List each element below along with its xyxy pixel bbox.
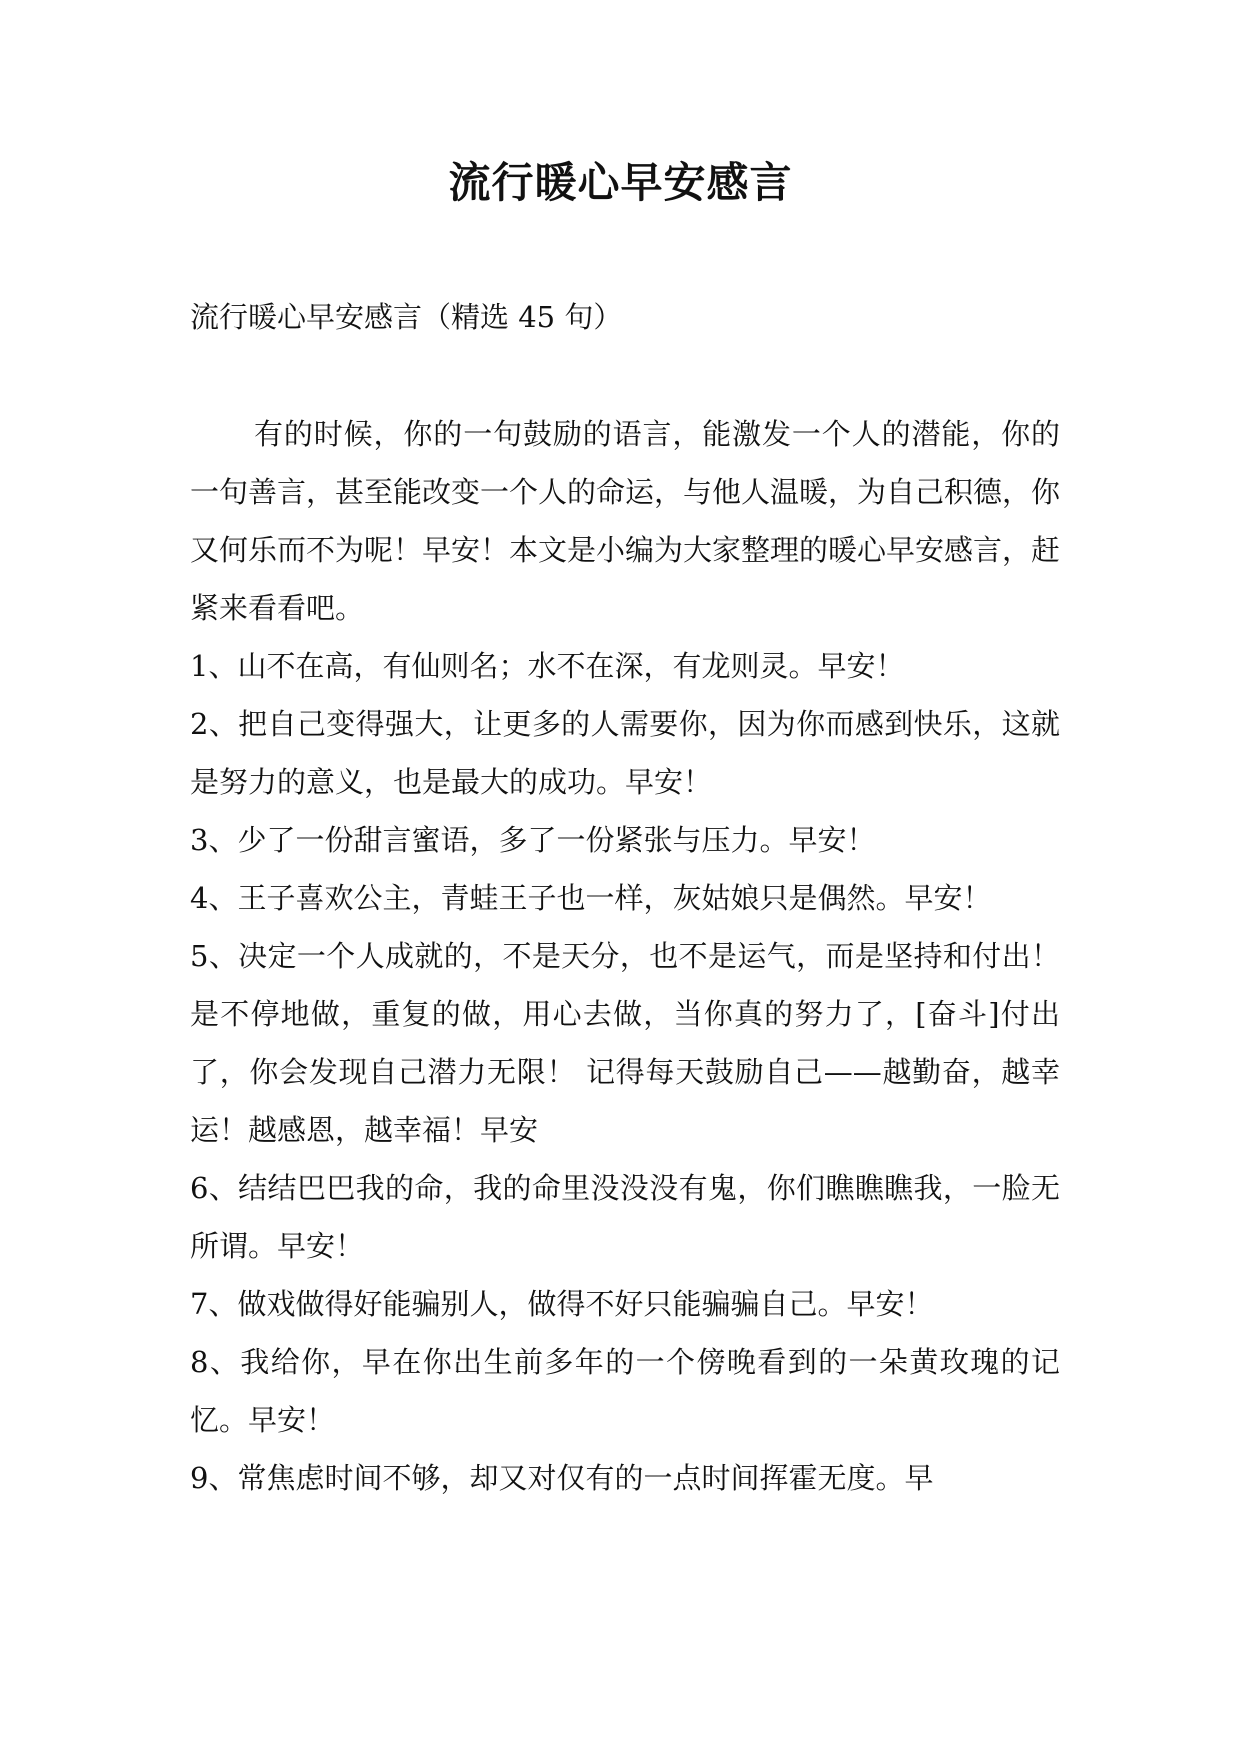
list-item: 3、少了一份甜言蜜语，多了一份紧张与压力。早安！ <box>190 823 876 857</box>
list-item: 9、常焦虑时间不够，却又对仅有的一点时间挥霍无度。早 <box>190 1461 934 1495</box>
intro-paragraph: 有的时候，你的一句鼓励的语言，能激发一个人的潜能，你的一句善言，甚至能改变一个人的命运，与他人温暖，为自己积德，你又何乐而不为呢！早安！本文是小编为大家整理的暖心早安感言，赶紧来看看吧。 <box>190 417 1061 625</box>
list-item: 2、把自己变得强大，让更多的人需要你，因为你而感到快乐，这就是努力的意义，也是最大的成功。早安！ <box>190 707 1060 799</box>
list-item: 8、我给你，早在你出生前多年的一个傍晚看到的一朵黄玫瑰的记忆。早安！ <box>190 1345 1060 1437</box>
list-item: 4、王子喜欢公主，青蛙王子也一样，灰姑娘只是偶然。早安！ <box>190 881 992 915</box>
document-body <box>190 405 1060 1507</box>
list-item: 6、结结巴巴我的命，我的命里没没没有鬼，你们瞧瞧瞧我，一脸无所谓。早安！ <box>190 1171 1060 1263</box>
document-title: 流行暖心早安感言 <box>448 158 793 207</box>
list-item: 5、决定一个人成就的，不是天分，也不是运气，而是坚持和付出！是不停地做，重复的做，用心去做，当你真的努力了，[奋斗]付出了，你会发现自己潜力无限！ 记得每天鼓励自己——越勤奋，越幸运！越感恩，越幸福！早安 <box>190 939 1060 1147</box>
list-item: 1、山不在高，有仙则名；水不在深，有龙则灵。早安！ <box>190 649 905 683</box>
document-subtitle: 流行暖心早安感言（精选 45 句） <box>190 300 623 334</box>
list-item: 7、做戏做得好能骗别人，做得不好只能骗骗自己。早安！ <box>190 1287 934 1321</box>
